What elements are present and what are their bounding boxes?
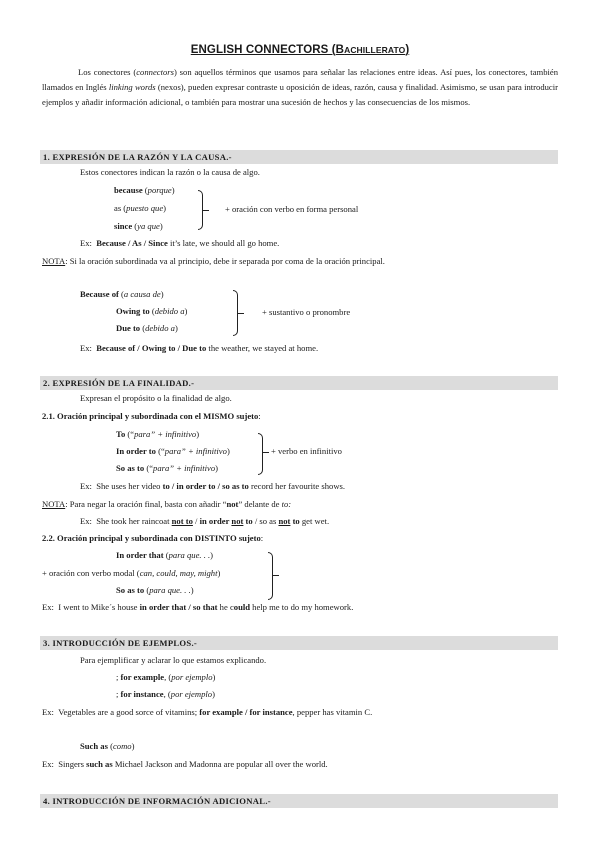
connector-since: since (ya que) (114, 221, 163, 231)
example-3: Ex: She uses her video to / in order to / so as to record her favourite shows. (80, 481, 346, 491)
example-5: Ex: I went to Mike´s house in order that / so that he could help me to do my homework. (42, 602, 354, 612)
connector-so-as-to: So as to (“para” + infinitivo) (116, 463, 219, 473)
example-7: Ex: Singers such as Michael Jackson and Madonna are popular all over the world. (42, 759, 328, 769)
brace-2-label: + sustantivo o pronombre (262, 307, 351, 317)
connector-to: To (“para” + infinitivo) (116, 429, 200, 439)
section-1-description: Estos conectores indican la razón o la causa de algo. (80, 167, 260, 177)
modal-verb-line: + oración con verbo modal (can, could, may, might) (42, 568, 221, 578)
connector-for-example: ; for example, (por ejemplo) (116, 672, 216, 682)
page-title: ENGLISH CONNECTORS (BACHILLERATO) (190, 44, 410, 56)
brace-3 (258, 433, 263, 475)
nota-1: NOTA: Si la oración subordinada va al principio, debe ir separada por coma de la oración principal. (42, 256, 385, 266)
section-heading-3: 3. INTRODUCCIÓN DE EJEMPLOS.- (40, 636, 558, 650)
connector-in-order-that: In order that (para que. . .) (116, 550, 214, 560)
section-2-description: Expresan el propósito o la finalidad de algo. (80, 393, 232, 403)
brace-1-label: + oración con verbo en forma personal (225, 204, 359, 214)
section-heading-4: 4. INTRODUCCIÓN DE INFORMACIÓN ADICIONAL.- (40, 794, 558, 808)
example-1: Ex: Because / As / Since it’s late, we should all go home. (80, 238, 280, 248)
brace-3-label: + verbo en infinitivo (271, 446, 342, 456)
subheading-2-2: 2.2. Oración principal y subordinada con DISTINTO sujeto: (42, 533, 264, 543)
example-6: Ex: Vegetables are a good sorce of vitamins; for example / for instance, pepper has vitamin C. (42, 707, 373, 717)
brace-4 (268, 552, 273, 600)
section-3-description: Para ejemplificar y aclarar lo que estamos explicando. (80, 655, 267, 665)
nota-2: NOTA: Para negar la oración final, basta con añadir “not” delante de to: (42, 499, 292, 509)
intro-paragraph: Los conectores (connectors) son aquellos términos que usamos para señalar las relaciones entre ideas. Así pues, los conectores, también llamados en Inglés linking words (nexos), pueden expresar contraste u oposición de ideas, razón, causa y finalidad. Asimismo, se usan para introducir ejemplos y añadir información adicional, o también para mostrar una sucesión de hechos y las consecuencias de los mismos. (42, 67, 558, 107)
connector-for-instance: ; for instance, (por ejemplo) (116, 689, 215, 699)
brace-2-tick (238, 313, 244, 314)
section-heading-2: 2. EXPRESIÓN DE LA FINALIDAD.- (40, 376, 558, 390)
connector-so-as-to-2: So as to (para que. . .) (116, 585, 194, 595)
connector-because: because (porque) (114, 185, 175, 195)
connector-in-order-to: In order to (“para” + infinitivo) (116, 446, 230, 456)
connector-due-to: Due to (debido a) (116, 323, 178, 333)
section-heading-1: 1. EXPRESIÓN DE LA RAZÓN Y LA CAUSA.- (40, 150, 558, 164)
brace-4-tick (273, 575, 279, 576)
connector-owing-to: Owing to (debido a) (116, 306, 188, 316)
brace-1-tick (203, 210, 209, 211)
connector-as: as (puesto que) (114, 203, 167, 213)
subheading-2-1: 2.1. Oración principal y subordinada con el MISMO sujeto: (42, 411, 261, 421)
connector-because-of: Because of (a causa de) (80, 289, 164, 299)
example-2: Ex: Because of / Owing to / Due to the weather, we stayed at home. (80, 343, 319, 353)
brace-3-tick (263, 452, 269, 453)
example-4: Ex: She took her raincoat not to / in order not to / so as not to get wet. (80, 516, 330, 526)
connector-such-as: Such as (como) (80, 741, 135, 751)
